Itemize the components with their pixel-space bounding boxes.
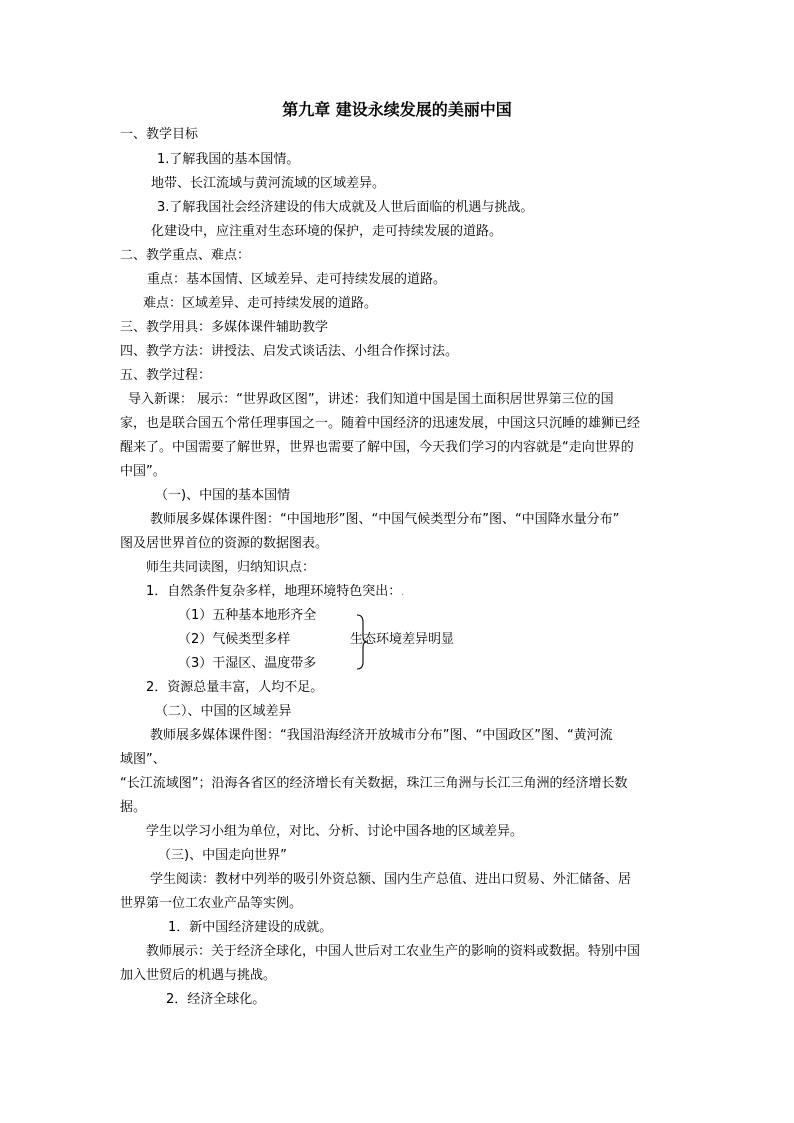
- point-1-line: 1．自然条件复杂多样，地理环境特色突出：.: [146, 584, 405, 599]
- difficult-points-line: 难点：区域差异、走可持续发展的道路。: [143, 296, 378, 311]
- teacher-show-line-2: 图及居世界首位的资源的数据图表。: [120, 536, 329, 551]
- section-heading-process: 五、教学过程：: [120, 368, 212, 383]
- intro-paragraph-line-1: 导入新课： 展示：“世界政区图”，讲述：我们知道中国是国土面积居世界第三位的国: [128, 392, 614, 407]
- globalization-point: 2．经济全球化。: [166, 992, 266, 1007]
- regional-show-line-1: 教师展多媒体课件图：“我国沿海经济开放城市分布”图、“中国政区”图、“黄河流: [150, 728, 613, 743]
- point-1-item-3: （3）干湿区、温度带多: [178, 656, 317, 671]
- intro-paragraph-line-4: 中国”。: [120, 464, 166, 479]
- objective-1: 1.了解我国的基本国情。: [157, 152, 300, 167]
- point-1-item-1: （1）五种基本地形齐全: [178, 608, 317, 623]
- section-heading-tools: 三、教学用具：多媒体课件辅助教学: [120, 320, 329, 335]
- achievement-point: 1．新中国经济建设的成就。: [168, 920, 333, 935]
- point-2-line: 2．资源总量丰富，人均不足。: [146, 680, 324, 695]
- objective-2-fragment: 地带、长江流域与黄河流域的区域差异。: [151, 176, 386, 191]
- group-discussion-line: 学生以学习小组为单位，对比、分析、讨论中国各地的区域差异。: [146, 824, 524, 839]
- key-points-line: 重点：基本国情、区域差异、走可持续发展的道路。: [147, 272, 447, 287]
- right-brace: [356, 614, 368, 670]
- section-heading-objectives: 一、教学目标: [120, 127, 199, 142]
- teacher-show-line-1: 教师展多媒体课件图：“中国地形”图、“中国气候类型分布”图、“中国降水量分布”: [150, 512, 620, 527]
- teacher-globalization-line-2: 加入世贸后的机遇与挑战。: [120, 968, 277, 983]
- subsection-regional-differences: （二）、中国的区域差异: [155, 704, 292, 719]
- intro-paragraph-line-3: 醒来了。中国需要了解世界，世界也需要了解中国，今天我们学习的内容就是“走向世界的: [120, 440, 634, 455]
- teacher-globalization-line-1: 教师展示：关于经济全球化，中国人世后对工农业生产的影响的资料或数据。特别中国: [146, 944, 641, 959]
- student-reading-line-2: 世界第一位工农业产品等实例。: [120, 896, 303, 911]
- section-heading-methods: 四、教学方法：讲授法、启发式谈话法、小组合作探讨法。: [120, 344, 459, 359]
- regional-show-line-3: “长江流域图”；沿海各省区的经济增长有关数据，珠江三角洲与长江三角洲的经济增长数: [120, 776, 628, 791]
- section-heading-key-points: 二、教学重点、难点：: [120, 248, 251, 263]
- regional-show-line-4: 据。: [120, 800, 147, 815]
- regional-show-line-2: 域图”、: [120, 752, 166, 767]
- document-title: 第九章 建设永续发展的美丽中国: [282, 100, 512, 119]
- brace-summary-label: 生态环境差异明显: [350, 632, 455, 647]
- student-reading-line-1: 学生阅读：教材中列举的吸引外资总额、国内生产总值、进出口贸易、外汇储备、居: [150, 872, 632, 887]
- subsection-basic-conditions: （一)、中国的基本国情: [155, 488, 291, 503]
- objective-4-fragment: 化建设中，应注重对生态环境的保护，走可持续发展的道路。: [151, 224, 503, 239]
- read-map-line: 师生共同读图，归纳知识点：: [146, 560, 316, 575]
- intro-paragraph-line-2: 家，也是联合国五个常任理事国之一。随着中国经济的迅速发展，中国这只沉睡的雄狮已经: [120, 416, 641, 431]
- subsection-china-to-world: （三)、中国走向世界”: [158, 848, 287, 863]
- objective-3: 3.了解我国社会经济建设的伟大成就及人世后面临的机遇与挑战。: [157, 200, 534, 215]
- point-1-item-2: （2）气候类型多样: [178, 632, 291, 647]
